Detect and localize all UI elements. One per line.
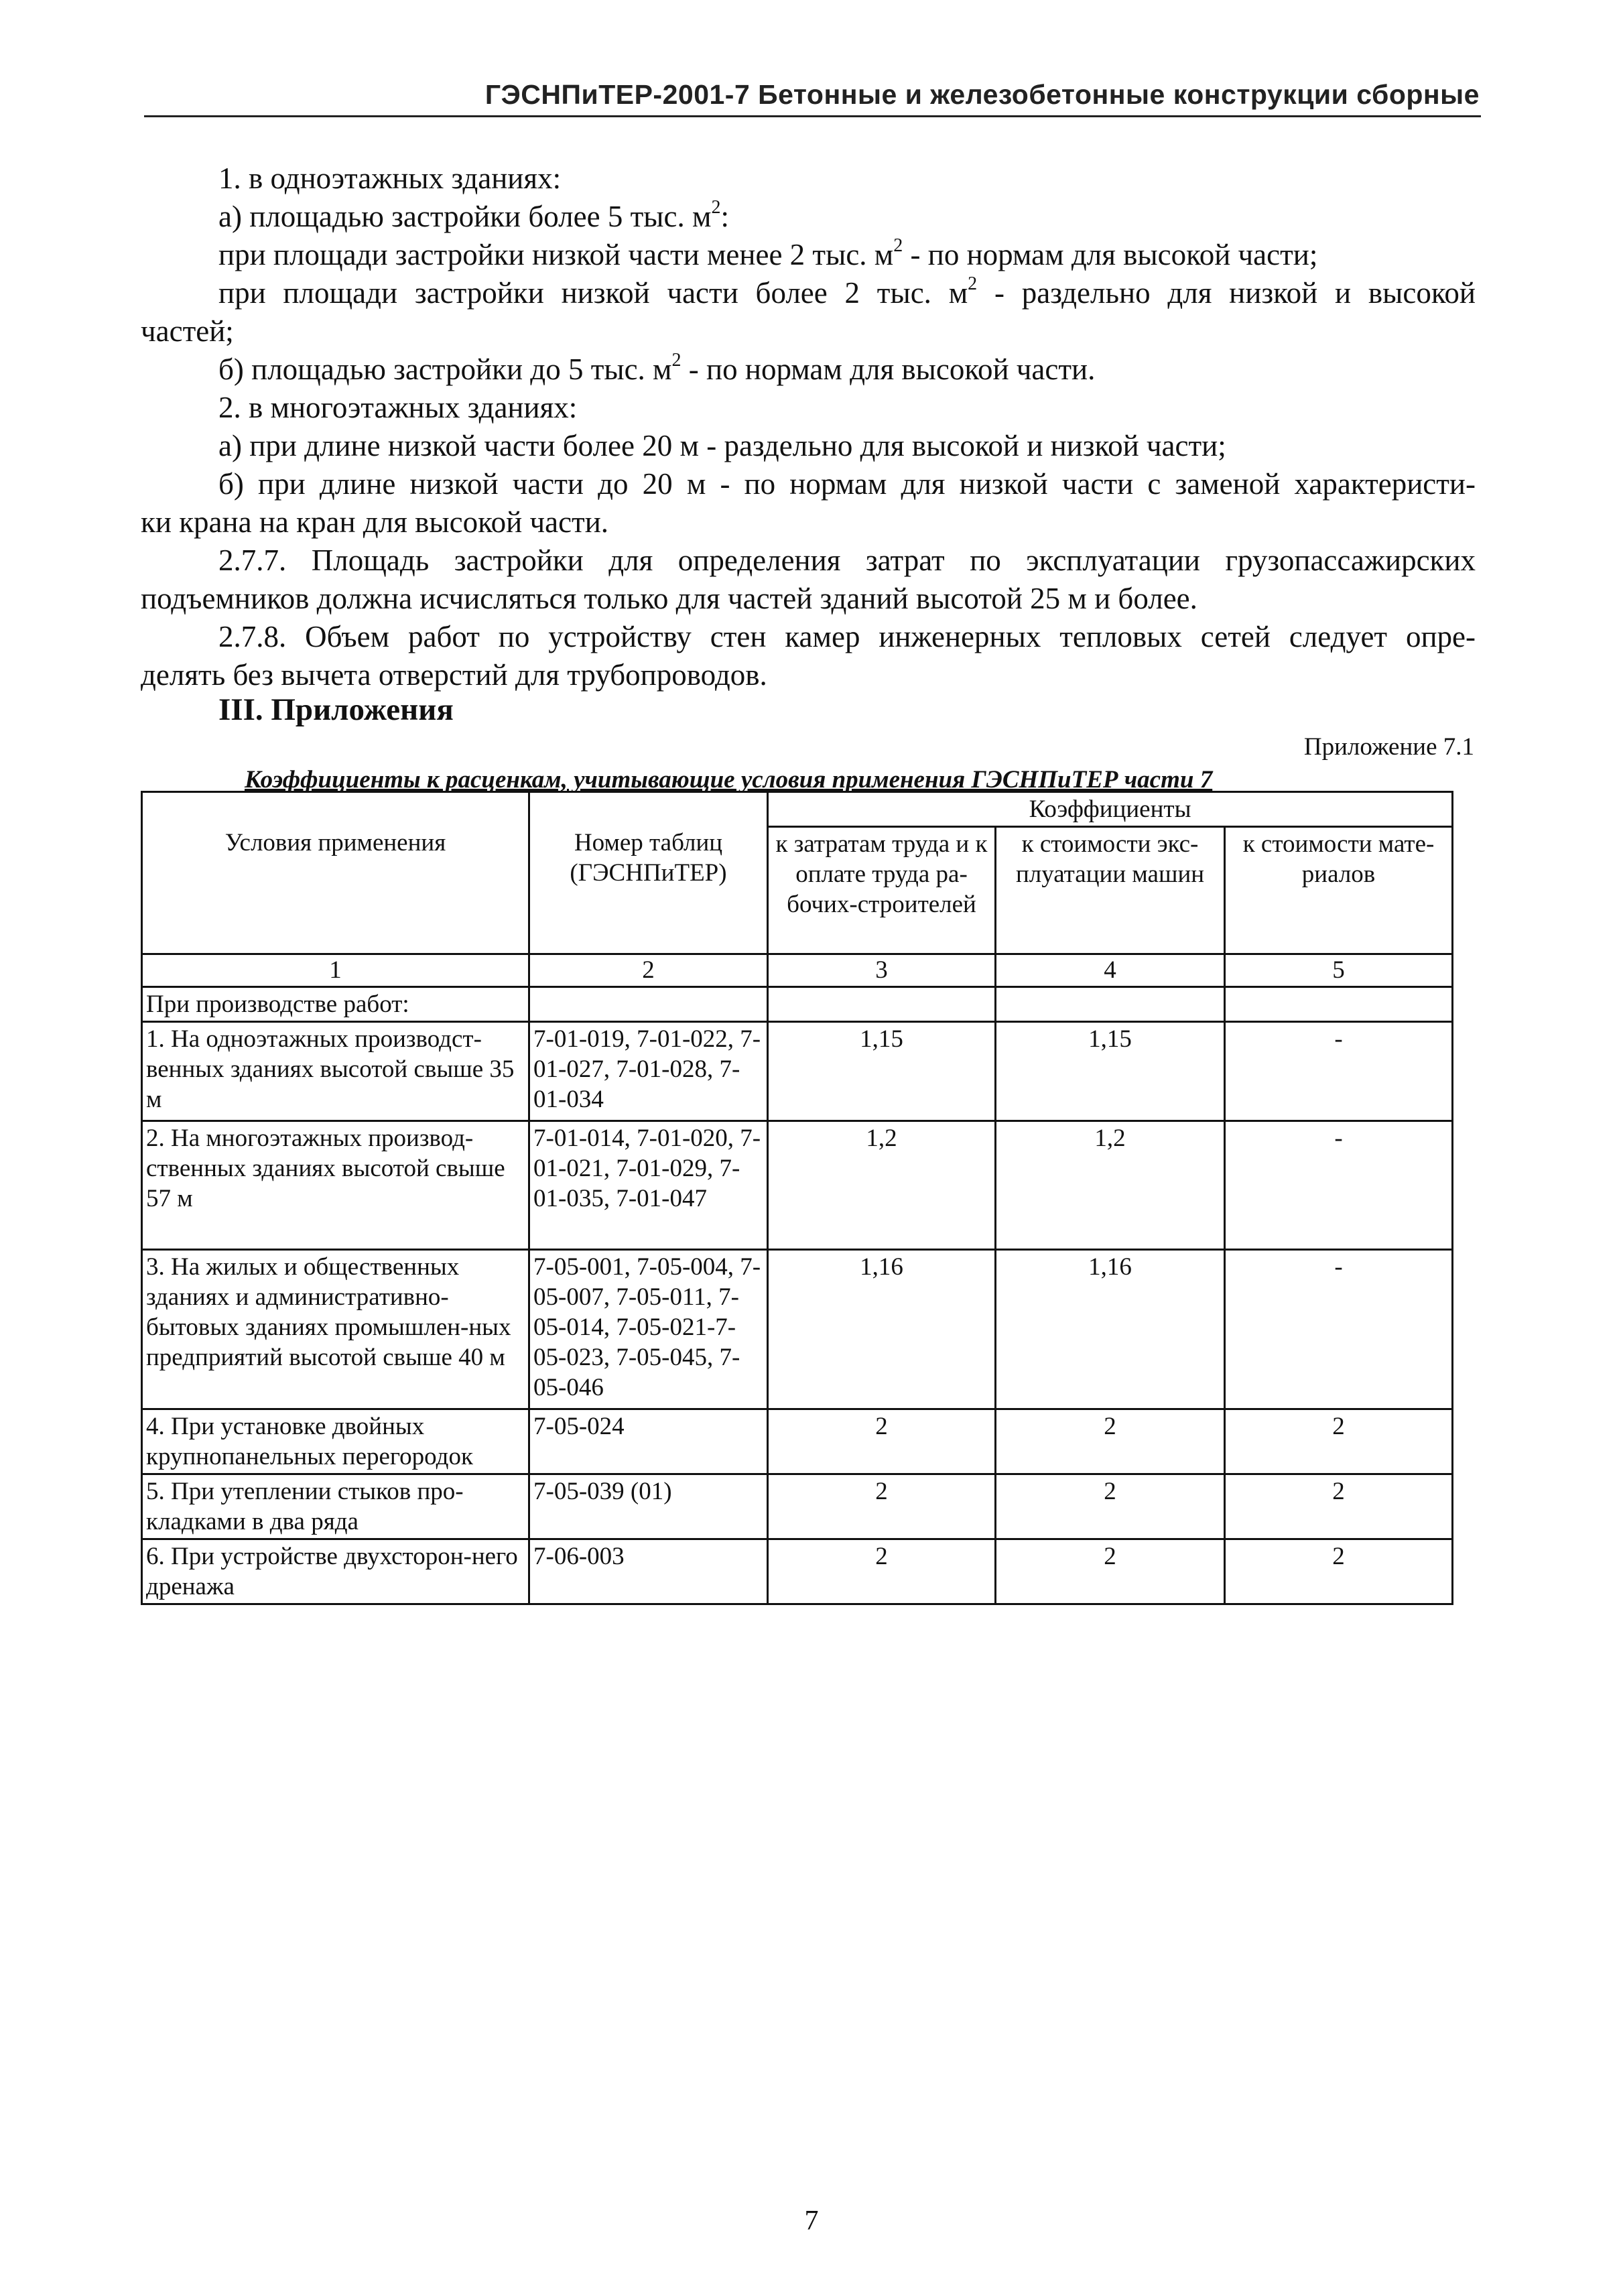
empty-cell (996, 987, 1225, 1022)
header-machines: к стоимости экс-плуатации машин (996, 827, 1225, 954)
materials-coefficient: - (1225, 1022, 1453, 1121)
paragraph-length-under-20 (141, 465, 1476, 503)
column-number: 3 (768, 954, 996, 987)
materials-coefficient: - (1225, 1250, 1453, 1409)
table-header-row (142, 792, 1453, 827)
condition-cell: 5. При утеплении стыков про-кладками в два ряда (142, 1474, 529, 1539)
empty-cell (529, 987, 768, 1022)
paragraph-continuation (141, 503, 1476, 541)
paragraph-text: при площади застройки низкой части менее 2 тыс. м (218, 238, 894, 271)
materials-coefficient: 2 (1225, 1474, 1453, 1539)
paragraph-text: подъемников должна исчисляться только для частей зданий высотой 25 м и более. (141, 582, 1197, 615)
empty-cell (1225, 987, 1453, 1022)
running-header: ГЭСНПиТЕР-2001-7 Бетонные и железобетонные конструкции сборные (484, 79, 1480, 110)
superscript: 2 (711, 197, 721, 218)
section-heading: III. Приложения (218, 692, 454, 727)
tables-cell: 7-06-003 (529, 1539, 768, 1604)
column-number-row (142, 954, 1453, 987)
body-text (141, 160, 1476, 694)
paragraph-2-7-7 (141, 541, 1476, 580)
condition-cell: 2. На многоэтажных производ-ственных зданиях высотой свыше 57 м (142, 1121, 529, 1250)
paragraph-text: частей; (141, 314, 234, 348)
condition-cell: 1. На одноэтажных производст-венных зданиях высотой свыше 35 м (142, 1022, 529, 1121)
machines-coefficient: 1,2 (996, 1121, 1225, 1250)
materials-coefficient: - (1225, 1121, 1453, 1250)
paragraph-text: при площади застройки низкой части более 2 тыс. м (218, 276, 968, 310)
paragraph-area-over-5k (141, 198, 1476, 236)
paragraph-continuation (141, 656, 1476, 694)
materials-coefficient: 2 (1225, 1409, 1453, 1474)
paragraph-text: 1. в одноэтажных зданиях: (218, 162, 562, 195)
column-number: 4 (996, 954, 1225, 987)
paragraph-low-part-under-2k (141, 236, 1476, 274)
header-rule (144, 115, 1481, 117)
table-row (142, 1409, 1453, 1474)
paragraph-area-under-5k (141, 350, 1476, 389)
paragraph-text: а) при длине низкой части более 20 м - раздельно для высокой и низкой части; (218, 429, 1226, 462)
paragraph-continuation (141, 312, 1476, 350)
paragraph-low-part-over-2k (141, 274, 1476, 312)
paragraph-text: 2.7.7. Площадь застройки для определения затрат по эксплуатации грузопассажирских (218, 544, 1476, 577)
header-coefficients: Коэффициенты (768, 792, 1453, 827)
superscript: 2 (968, 273, 978, 294)
condition-cell: 3. На жилых и общественных зданиях и административно-бытовых зданиях промышлен-ных предприятий высотой свыше 40 м (142, 1250, 529, 1409)
labor-coefficient: 2 (768, 1539, 996, 1604)
page-number: 7 (804, 2206, 819, 2236)
table-row (142, 1022, 1453, 1121)
paragraph-text: б) при длине низкой части до 20 м - по нормам для низкой части с заменой характеристи- (218, 467, 1476, 501)
paragraph-text: - раздельно для низкой и высокой (977, 276, 1476, 310)
tables-cell: 7-05-024 (529, 1409, 768, 1474)
table-row (142, 1474, 1453, 1539)
tables-cell: 7-05-039 (01) (529, 1474, 768, 1539)
column-number: 1 (142, 954, 529, 987)
labor-coefficient: 1,15 (768, 1022, 996, 1121)
machines-coefficient: 2 (996, 1539, 1225, 1604)
paragraph-text: а) площадью застройки более 5 тыс. м (218, 200, 712, 233)
column-number: 2 (529, 954, 768, 987)
paragraph-text: - по нормам для высокой части; (903, 238, 1318, 271)
machines-coefficient: 1,16 (996, 1250, 1225, 1409)
header-labor: к затратам труда и к оплате труда ра-бочих-строителей (768, 827, 996, 954)
labor-coefficient: 2 (768, 1409, 996, 1474)
table-row (142, 1539, 1453, 1604)
machines-coefficient: 1,15 (996, 1022, 1225, 1121)
paragraph-text: : (720, 200, 729, 233)
superscript: 2 (671, 350, 681, 371)
paragraph-continuation (141, 580, 1476, 618)
paragraph-one-storey (141, 160, 1476, 198)
labor-coefficient: 1,2 (768, 1121, 996, 1250)
column-number: 5 (1225, 954, 1453, 987)
table-group-row (142, 987, 1453, 1022)
paragraph-text: б) площадью застройки до 5 тыс. м (218, 353, 672, 386)
paragraph-text: делять без вычета отверстий для трубопроводов. (141, 658, 767, 692)
group-label: При производстве работ: (142, 987, 529, 1022)
materials-coefficient: 2 (1225, 1539, 1453, 1604)
paragraph-text: 2.7.8. Объем работ по устройству стен камер инженерных тепловых сетей следует опре- (218, 620, 1476, 653)
paragraph-text: - по нормам для высокой части. (681, 353, 1096, 386)
tables-cell: 7-01-019, 7-01-022, 7-01-027, 7-01-028, 7-01-034 (529, 1022, 768, 1121)
appendix-label: Приложение 7.1 (1303, 733, 1474, 761)
condition-cell: 6. При устройстве двухсторон-него дренажа (142, 1539, 529, 1604)
coefficients-table (141, 791, 1453, 1605)
table-row (142, 1250, 1453, 1409)
header-conditions: Условия применения (142, 792, 529, 954)
labor-coefficient: 1,16 (768, 1250, 996, 1409)
labor-coefficient: 2 (768, 1474, 996, 1539)
paragraph-text: ки крана на кран для высокой части. (141, 505, 609, 539)
empty-cell (768, 987, 996, 1022)
machines-coefficient: 2 (996, 1474, 1225, 1539)
paragraph-length-over-20 (141, 427, 1476, 465)
condition-cell: 4. При установке двойных крупнопанельных перегородок (142, 1409, 529, 1474)
tables-cell: 7-05-001, 7-05-004, 7-05-007, 7-05-011, 7-05-014, 7-05-021-7-05-023, 7-05-045, 7-05-046 (529, 1250, 768, 1409)
paragraph-2-7-8 (141, 618, 1476, 656)
table-caption: Коэффициенты к расценкам, учитывающие условия применения ГЭСНПиТЕР части 7 (245, 766, 1213, 793)
superscript: 2 (893, 235, 903, 256)
paragraph-multi-storey (141, 389, 1476, 427)
tables-cell: 7-01-014, 7-01-020, 7-01-021, 7-01-029, 7-01-035, 7-01-047 (529, 1121, 768, 1250)
table-row (142, 1121, 1453, 1250)
paragraph-text: 2. в многоэтажных зданиях: (218, 391, 578, 424)
header-table-numbers: Номер таблиц (ГЭСНПиТЕР) (529, 792, 768, 954)
machines-coefficient: 2 (996, 1409, 1225, 1474)
header-materials: к стоимости мате-риалов (1225, 827, 1453, 954)
